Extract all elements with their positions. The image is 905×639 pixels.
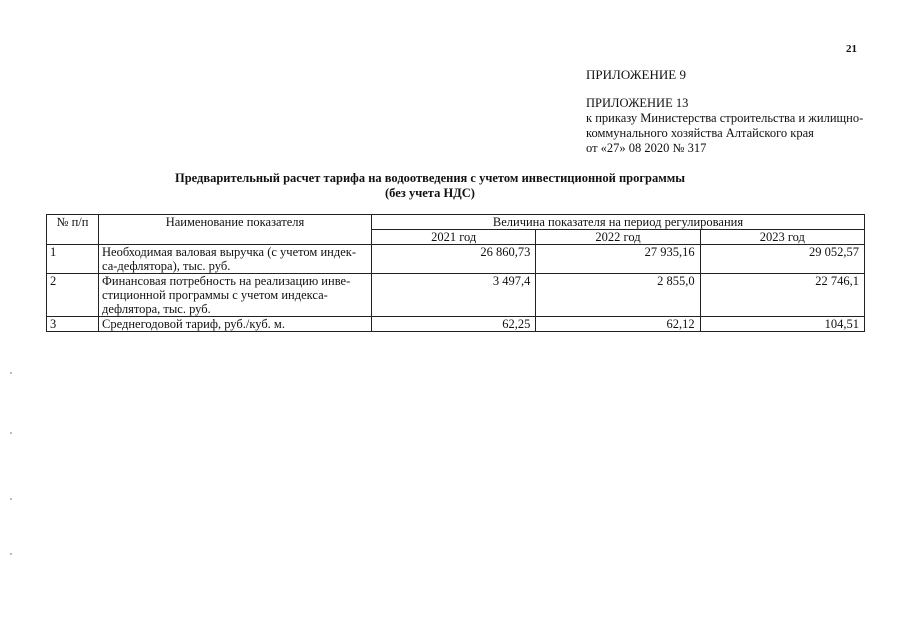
header-year-2022: 2022 год xyxy=(536,230,700,245)
document-title-line1: Предварительный расчет тарифа на водоотведения с учетом инвестиционной программы xyxy=(174,171,686,185)
row-number: 2 xyxy=(47,274,99,317)
row-value-2021: 62,25 xyxy=(372,317,536,332)
table-row xyxy=(47,245,865,274)
appendix-9-heading: ПРИЛОЖЕНИЕ 9 xyxy=(586,67,686,82)
order-reference-line2: коммунального хозяйства Алтайского края xyxy=(586,126,814,140)
row-value-2023: 104,51 xyxy=(700,317,864,332)
row-value-2021: 3 497,4 xyxy=(372,274,536,317)
header-year-2021: 2021 год xyxy=(372,230,536,245)
header-indicator-name: Наименование показателя xyxy=(99,215,372,245)
appendix-13-block xyxy=(586,96,863,156)
row-value-2023: 29 052,57 xyxy=(700,245,864,274)
row-value-2021: 26 860,73 xyxy=(372,245,536,274)
row-value-2022: 2 855,0 xyxy=(536,274,700,317)
page-number: 21 xyxy=(846,43,857,55)
scan-speck xyxy=(10,432,12,434)
row-indicator-name: Необходимая валовая выручка (с учетом индек-са-дефлятора), тыс. руб. xyxy=(99,245,372,274)
document-title xyxy=(150,171,710,201)
scan-speck xyxy=(10,372,12,374)
order-reference-line1: к приказу Министерства строительства и жилищно- xyxy=(586,111,864,125)
row-number: 1 xyxy=(47,245,99,274)
document-title-line2: (без учета НДС) xyxy=(385,186,475,200)
tariff-table xyxy=(46,214,865,332)
appendix-13-heading: ПРИЛОЖЕНИЕ 13 xyxy=(586,96,689,110)
row-number: 3 xyxy=(47,317,99,332)
row-indicator-name: Финансовая потребность на реализацию инве-стиционной программы с учетом индекса-дефлятора, тыс. руб. xyxy=(99,274,372,317)
row-value-2022: 27 935,16 xyxy=(536,245,700,274)
scan-speck xyxy=(10,498,12,500)
row-indicator-name: Среднегодовой тариф, руб./куб. м. xyxy=(99,317,372,332)
header-year-2023: 2023 год xyxy=(700,230,864,245)
header-period: Величина показателя на период регулирования xyxy=(372,215,865,230)
table-row xyxy=(47,317,865,332)
header-number: № п/п xyxy=(47,215,99,245)
order-date: от «27» 08 2020 № 317 xyxy=(586,141,707,155)
row-value-2022: 62,12 xyxy=(536,317,700,332)
scan-speck xyxy=(10,553,12,555)
table-header-row xyxy=(47,215,865,230)
row-value-2023: 22 746,1 xyxy=(700,274,864,317)
table-row xyxy=(47,274,865,317)
